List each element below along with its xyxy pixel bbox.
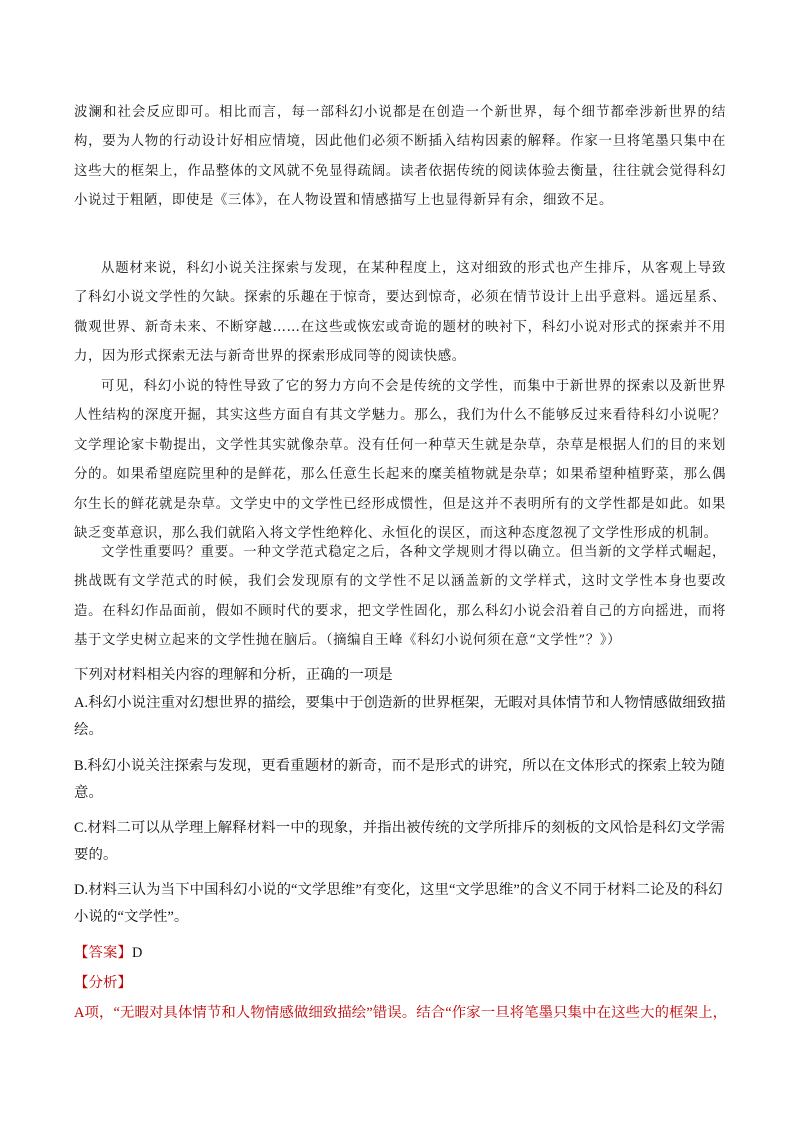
answer-value: D — [131, 945, 143, 961]
analysis-text: A项，“无暇对具体情节和人物情感做细致描绘”错误。结合“作家一旦将笔墨只集中在这些大的框架上， — [74, 1005, 728, 1021]
passage-paragraph-3: 可见，科幻小说的特性导致了它的努力方向不会是传统的文学性，而集中于新世界的探索以及新世界人性结构的深度开掘，其实这些方面自有其文学魅力。那么，我们为什么不能够反过来看待科幻小说呢？文学理论家卡勒提出，文学性其实就像杂草。没有任何一种草天生就是杂草，杂草是根据人们的目的来划分的。如果希望庭院里种的是鲜花，那么任意生长起来的糜美植物就是杂草；如果希望种植野菜，那么偶尔生长的鲜花就是杂草。文学史中的文学性已经形成惯性，但是这并不表明所有的文学性都是如此。如果缺乏变革意识，那么我们就陷入将文学性绝粹化、永恒化的误区，而这种态度忽视了文学性形成的机制。 — [74, 379, 726, 542]
option-d: D.材料三认为当下中国科幻小说的“文学思维”有变化，这里“文学思维”的含义不同于材料二论及的科幻小说的“文学性”。 — [74, 882, 723, 925]
question-stem: 下列对材料相关内容的理解和分析，正确的一项是 — [74, 667, 393, 683]
answer-line — [74, 940, 734, 967]
option-c: C.材料二可以从学理上解释材料一中的现象，并指出被传统的文学所排斥的刻板的文风恰是科幻文学需要的。 — [74, 820, 725, 863]
passage-paragraph-1: 波澜和社会反应即可。相比而言，每一部科幻小说都是在创造一个新世界，每个细节都牵涉新世界的结构，要为人物的行动设计好相应情境，因此他们必须不断插入结构因素的解释。作家一旦将笔墨只集中在这些大的框架上，作品整体的文风就不免显得疏阔。读者依据传统的阅读体验去衡量，往往就会觉得科幻小说过于粗陋，即使是《三体》，在人物设置和情感描写上也显得新异有余，细致不足。 — [74, 105, 726, 209]
answer-label: 【答案】 — [74, 945, 132, 961]
analysis-heading — [74, 970, 734, 997]
option-b: B.科幻小说关注探索与发现，更看重题材的新奇，而不是形式的讲究，所以在文体形式的探索上较为随意。 — [74, 758, 725, 801]
passage-paragraph-2: 从题材来说，科幻小说关注探索与发现，在某种程度上，这对细致的形式也产生排斥，从客观上导致了科幻小说文学性的欠缺。探索的乐趣在于惊奇，要达到惊奇，必须在情节设计上出乎意料。遥远星系、微观世界、新奇未来、不断穿越……在这些或恢宏或奇诡的题材的映衬下，科幻小说对形式的探索并不用力，因为形式探索无法与新奇世界的探索形成同等的阅读快感。 — [74, 261, 726, 365]
passage-paragraph-4: 文学性重要吗？重要。一种文学范式稳定之后，各种文学规则才得以确立。但当新的文学样式崛起，挑战既有文学范式的时候，我们会发现原有的文学性不足以涵盖新的文学样式，这时文学性本身也要改造。在科幻作品面前，假如不顾时代的要求，把文学性固化，那么科幻小说会沿着自己的方向摇进，而将基于文学史树立起来的文学性抛在脑后。（摘编自王峰《科幻小说何须在意“文学性”？》） — [74, 545, 726, 649]
analysis-label: 【分析】 — [74, 975, 132, 991]
option-a: A.科幻小说注重对幻想世界的描绘，要集中于创造新的世界框架，无暇对具体情节和人物情感做细致描绘。 — [74, 695, 726, 738]
